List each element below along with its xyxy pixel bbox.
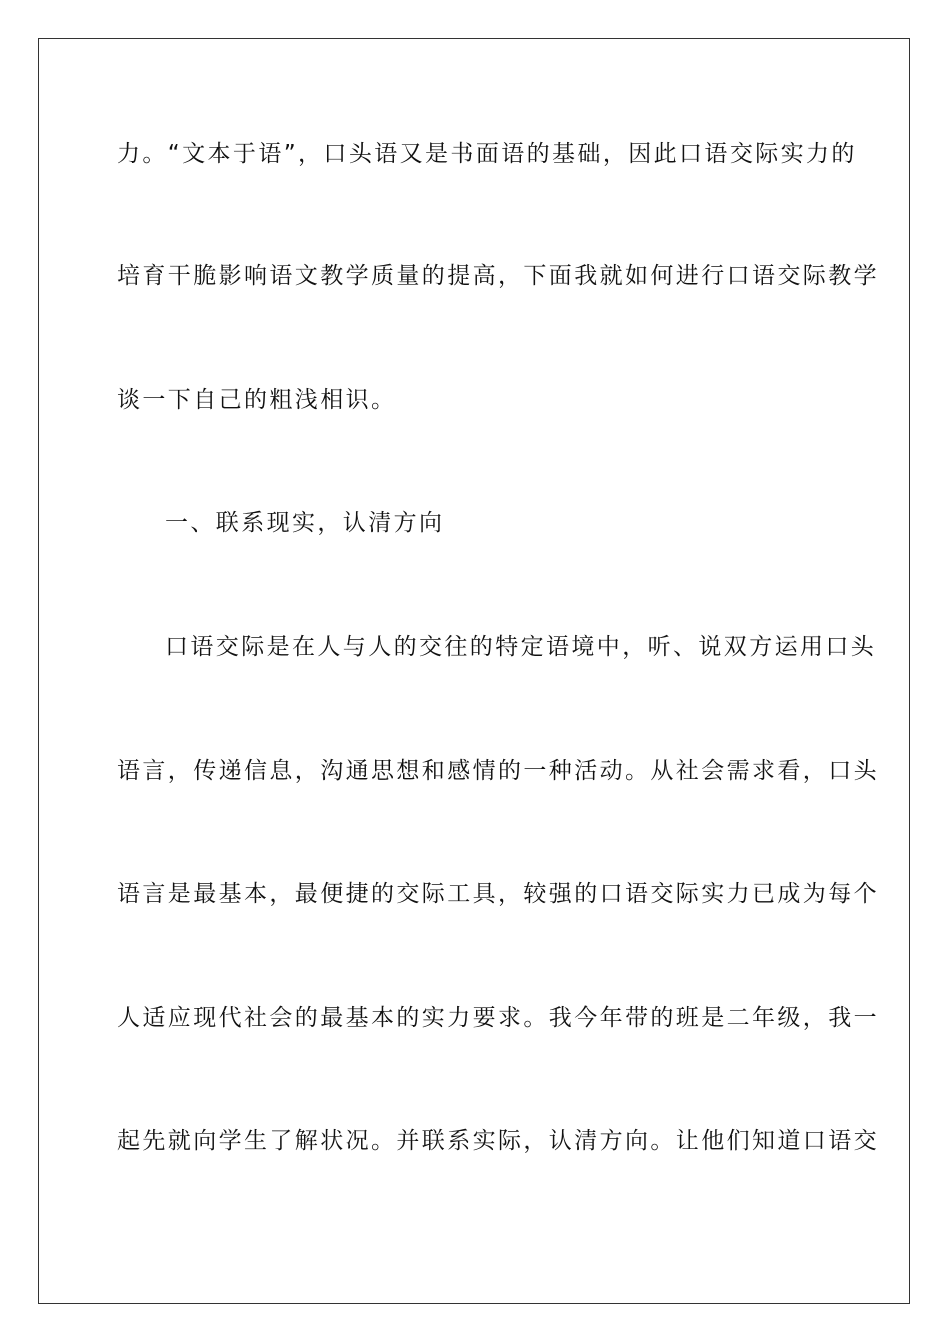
text-line: 起先就向学生了解状况。并联系实际，认清方向。让他们知道口语交 <box>117 1128 879 1154</box>
page-border <box>38 38 910 1304</box>
section-heading: 一、联系现实，认清方向 <box>165 510 445 536</box>
text-line: 语言是最基本，最便捷的交际工具，较强的口语交际实力已成为每个 <box>117 881 879 907</box>
text-line: 口语交际是在人与人的交往的特定语境中，听、说双方运用口头 <box>165 634 877 660</box>
text-line: 语言，传递信息，沟通思想和感情的一种活动。从社会需求看，口头 <box>117 758 879 784</box>
text-line: 谈一下自己的粗浅相识。 <box>117 387 397 413</box>
text-line: 人适应现代社会的最基本的实力要求。我今年带的班是二年级，我一 <box>117 1005 879 1031</box>
text-line: 培育干脆影响语文教学质量的提高，下面我就如何进行口语交际教学 <box>117 263 879 289</box>
text-line: 力。“文本于语”，口头语又是书面语的基础，因此口语交际实力的 <box>117 141 857 167</box>
